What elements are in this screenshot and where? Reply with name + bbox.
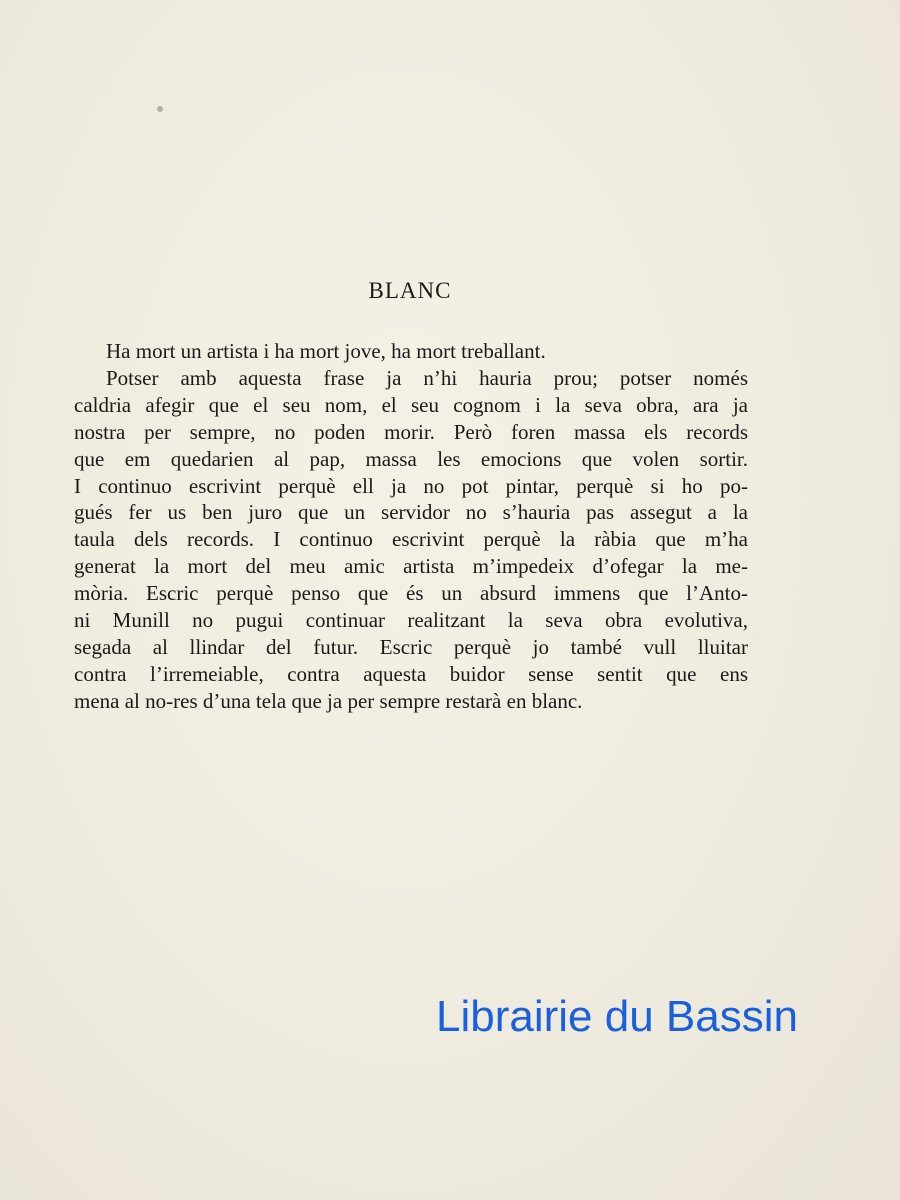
text-line: segada al llindar del futur. Escric perquè jo també vull lluitar [74,634,748,659]
text-line: Ha mort un artista i ha mort jove, ha mort treballant. [106,339,546,363]
text-line: mena al no-res d’una tela que ja per sempre restarà en blanc. [74,688,583,713]
watermark-text: Librairie du Bassin [436,992,798,1041]
text-line: caldria afegir que el seu nom, el seu cognom i la seva obra, ara ja [74,392,748,417]
text-line: I continuo escrivint perquè ell ja no pot pintar, perquè si ho po- [74,473,748,498]
page-title: BLANC [368,278,452,303]
text-line: gués fer us ben juro que un servidor no s’hauria pas assegut a la [74,500,748,525]
text-line: mòria. Escric perquè penso que és un absurd immens que l’Anto- [74,581,748,606]
text-line: que em quedarien al pap, massa les emocions que volen sortir. [74,446,748,471]
paper-speck [157,106,163,112]
text-line: taula dels records. I continuo escrivint perquè la ràbia que m’ha [74,527,748,552]
body-text [74,338,748,715]
text-line: nostra per sempre, no poden morir. Però foren massa els records [74,419,748,444]
text-line: contra l’irremeiable, contra aquesta buidor sense sentit que ens [74,661,748,686]
text-line: Potser amb aquesta frase ja n’hi hauria prou; potser només [106,365,748,390]
text-line: ni Munill no pugui continuar realitzant la seva obra evolutiva, [74,608,748,633]
text-line: generat la mort del meu amic artista m’impedeix d’ofegar la me- [74,554,748,579]
